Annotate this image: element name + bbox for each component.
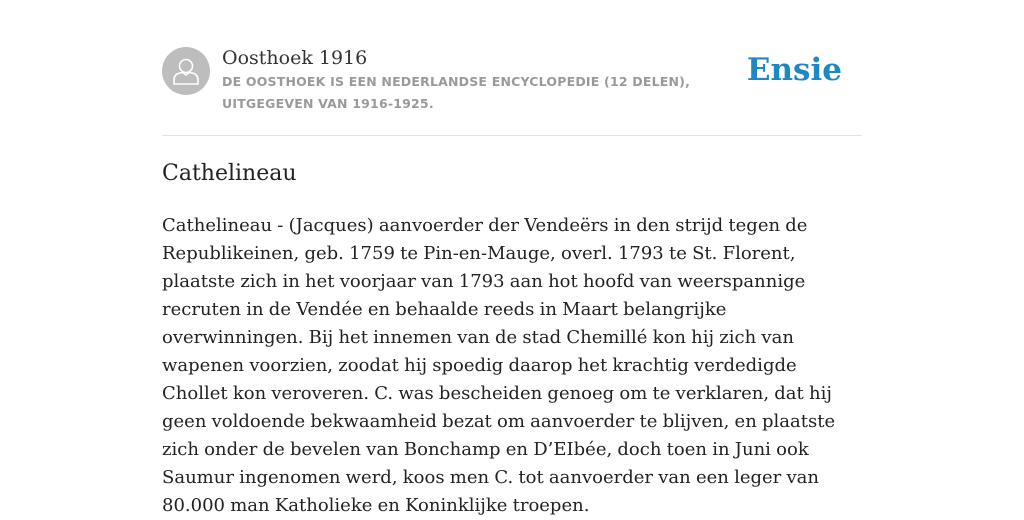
source-description: DE OOSTHOEK IS EEN NEDERLANDSE ENCYCLOPEDIE (12 DELEN), UITGEGEVEN VAN 1916-1925. xyxy=(222,74,691,111)
source-title[interactable]: Oosthoek 1916 xyxy=(222,47,368,69)
source-header xyxy=(162,46,862,116)
entry-title: Cathelineau xyxy=(162,161,297,186)
source-avatar[interactable] xyxy=(162,47,210,95)
header-divider xyxy=(162,135,862,136)
entry-body: Cathelineau - (Jacques) aanvoerder der Vendeërs in den strijd tegen de Republikeinen, geb. 1759 te Pin-en-Mauge, overl. 1793 te St. Florent, plaatste zich in het voorjaar van 1793 aan hot hoofd van weerspannige recruten in de Vendée en behaalde reeds in Maart belangrijke overwinningen. Bij het innemen van de stad Chemillé kon hij zich van wapenen voorzien, zoodat hij spoedig daarop het krachtig verdedigde Chollet kon veroveren. C. was bescheiden genoeg om te verklaren, dat hij geen voldoende bekwaamheid bezat om aanvoerder te blijven, en plaatste zich onder de bevelen van Bonchamp en D’EIbée, doch toen in Juni ook Saumur ingenomen werd, koos men C. tot aanvoerder van een leger van 80.000 man Katholieke en Koninklijke troepen. xyxy=(162,215,836,516)
ensie-logo[interactable]: Ensie xyxy=(746,52,842,88)
user-silhouette-icon xyxy=(162,47,210,95)
